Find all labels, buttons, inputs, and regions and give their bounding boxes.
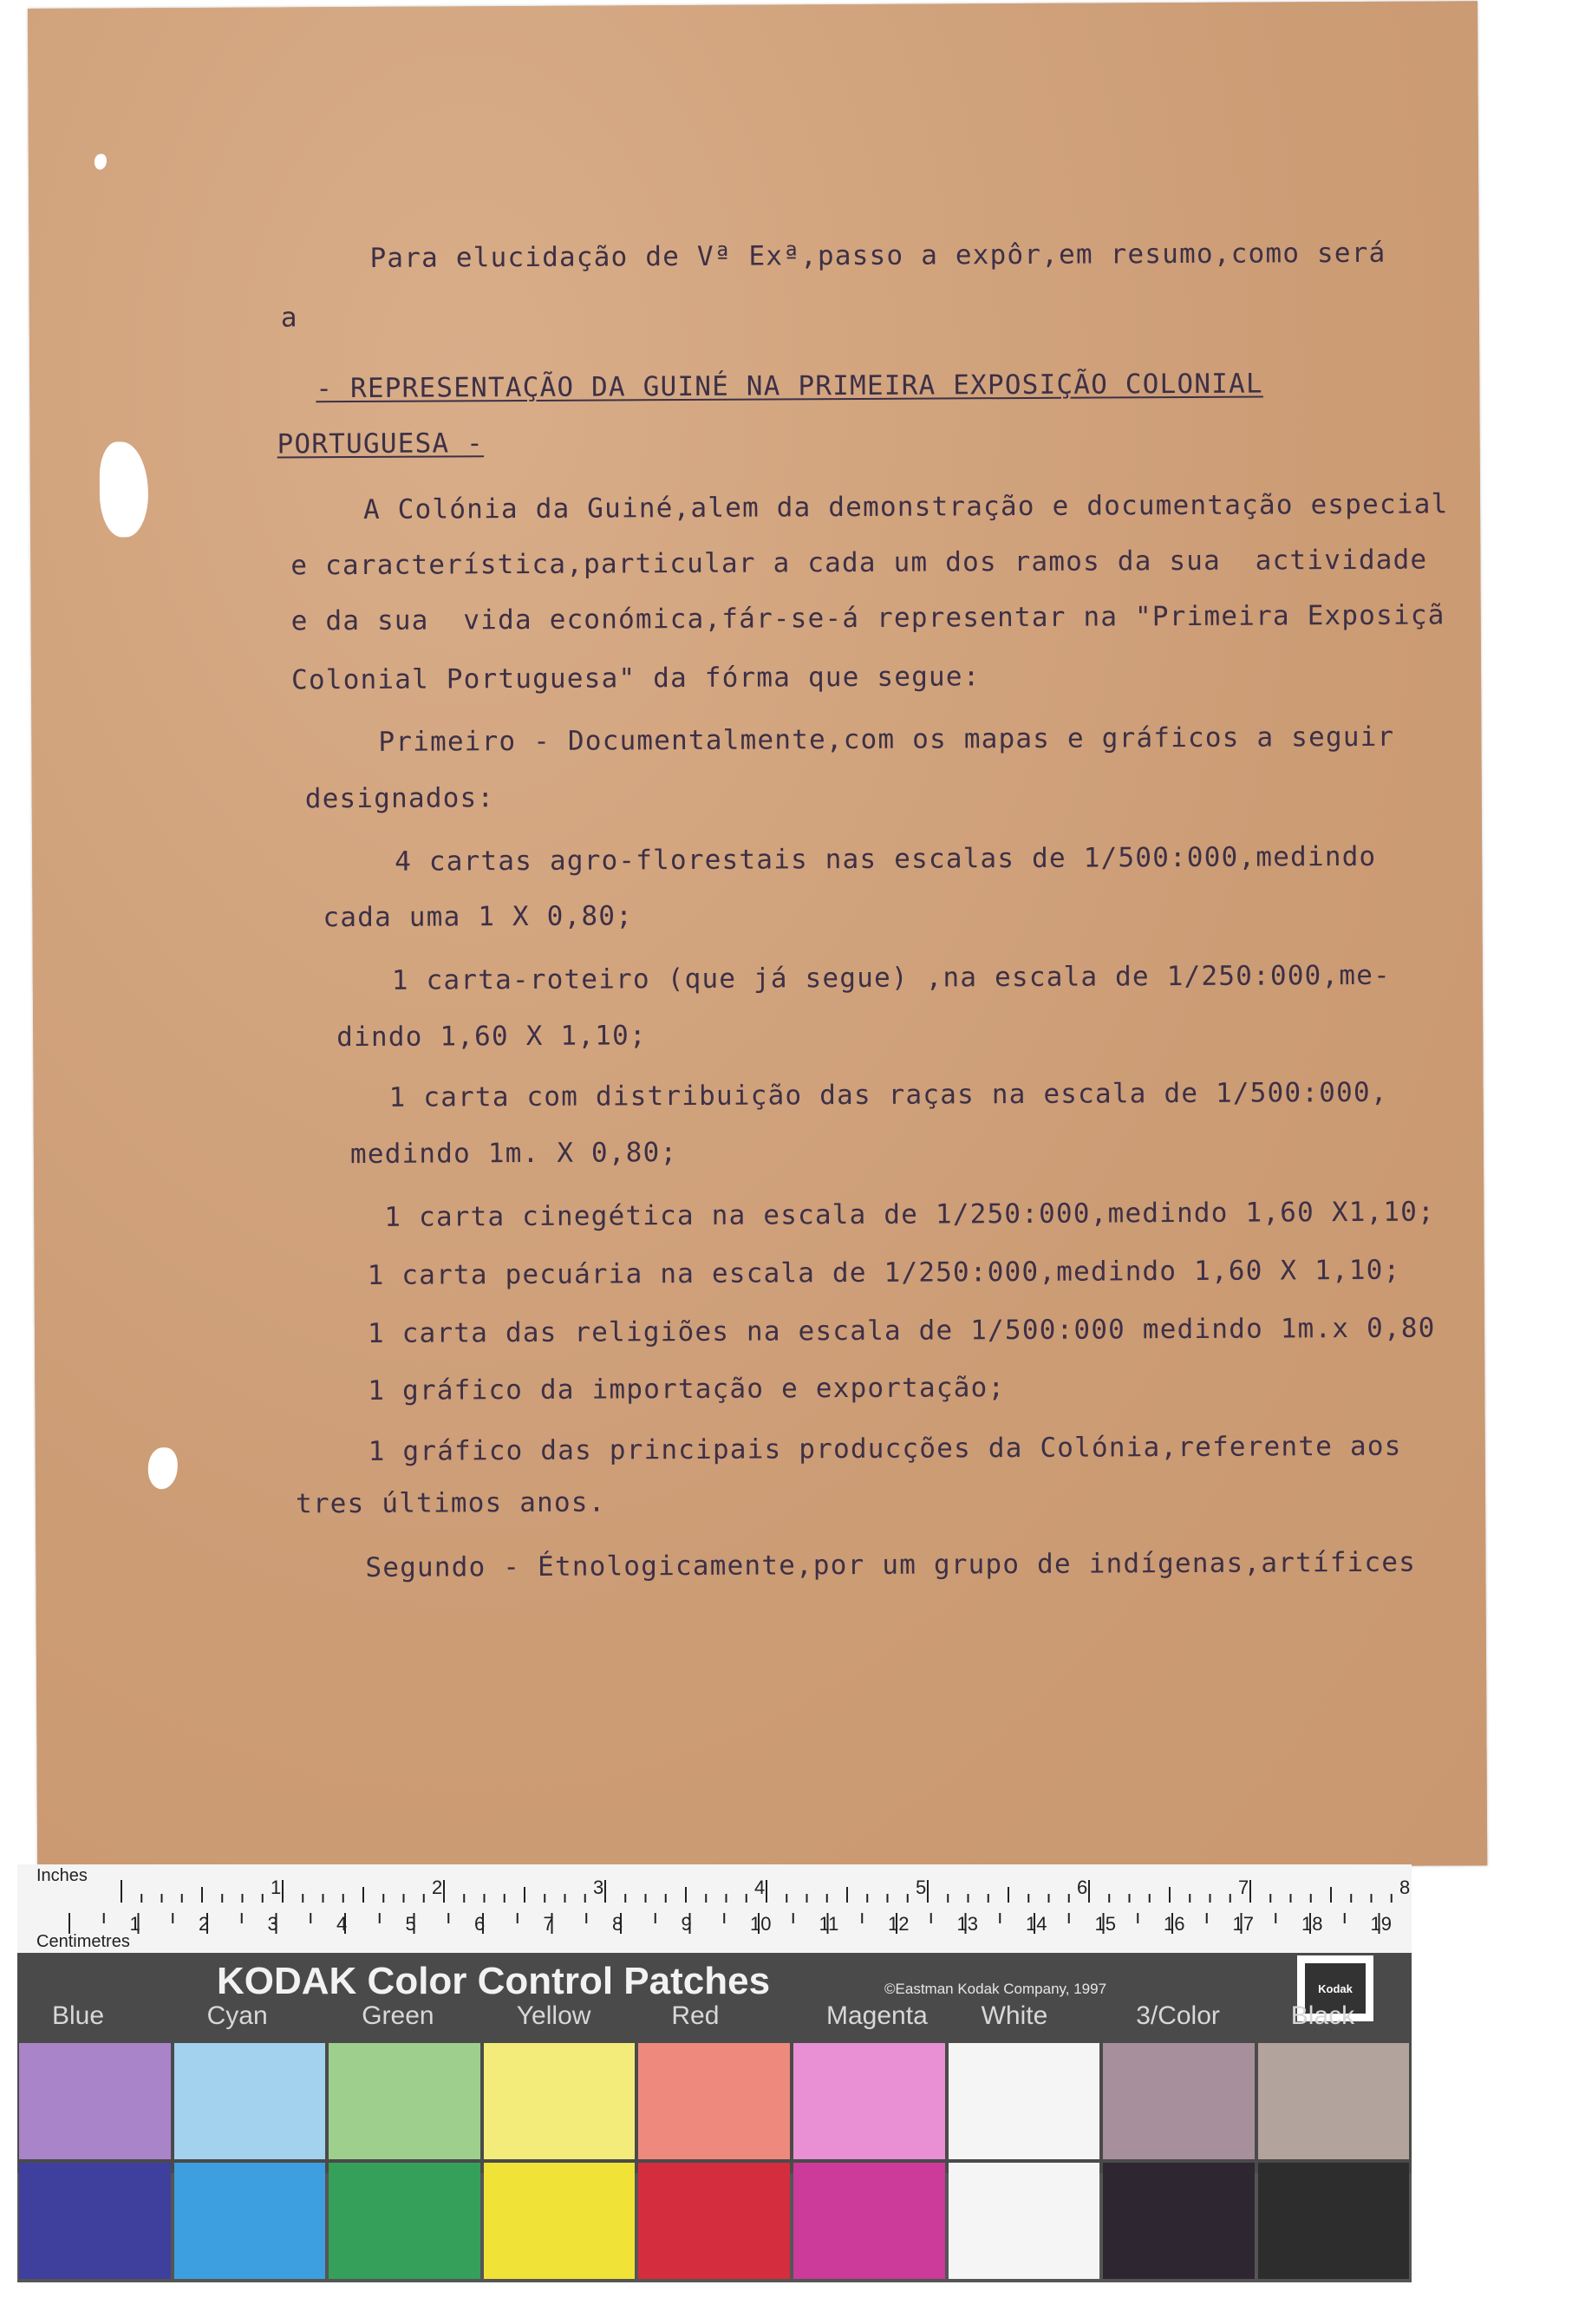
ruler-ticks	[17, 1864, 1412, 1953]
cm-number: 17	[1232, 1913, 1254, 1935]
text-line-6: e característica,particular a cada um dos ramos da sua actividade	[290, 544, 1428, 582]
list-item-1: 4 cartas agro-florestais nas escalas de 1/500:000,medindo	[395, 840, 1377, 878]
cm-number: 19	[1370, 1913, 1392, 1935]
patch-label: 3/Color	[1136, 2001, 1220, 2030]
color-patch-bottom	[484, 2163, 636, 2279]
paper-tear-2	[148, 1447, 178, 1489]
inch-number: 6	[1077, 1877, 1088, 1898]
ruler	[17, 1864, 1412, 1955]
color-patch-bottom	[1103, 2163, 1255, 2279]
patch-label: Black	[1290, 2001, 1355, 2030]
inch-number: 2	[432, 1877, 443, 1898]
list-item-7: 1 gráfico da importação e exportação;	[368, 1372, 1006, 1407]
text-line-2: a	[280, 302, 298, 334]
color-patch-top	[793, 2043, 945, 2159]
list-item-2-cont: dindo 1,60 X 1,10;	[336, 1020, 647, 1054]
list-item-5: 1 carta pecuária na escala de 1/250:000,medindo 1,60 X 1,10;	[367, 1254, 1401, 1291]
document-page	[28, 1, 1487, 1873]
patch-label: Yellow	[516, 2001, 591, 2030]
text-line-9: Primeiro - Documentalmente,com os mapas e gráficos a seguir	[378, 721, 1395, 758]
cm-number: 2	[199, 1913, 210, 1935]
patch-label: Blue	[52, 2001, 105, 2030]
inch-number: 8	[1399, 1877, 1411, 1898]
list-item-4: 1 carta cinegética na escala de 1/250:000,medindo 1,60 X1,10;	[384, 1196, 1436, 1233]
section-heading-cont: PORTUGUESA -	[277, 428, 485, 460]
cm-number: 16	[1164, 1913, 1185, 1935]
cm-number: 13	[956, 1913, 978, 1935]
cm-number: 4	[336, 1913, 348, 1935]
paper-tear-1	[100, 441, 149, 537]
cm-number: 7	[543, 1913, 554, 1935]
cm-number: 11	[819, 1913, 839, 1935]
color-patch-top	[638, 2043, 790, 2159]
cm-number: 3	[267, 1913, 278, 1935]
color-patch-top	[329, 2043, 480, 2159]
inch-number: 7	[1238, 1877, 1249, 1898]
color-patch-top	[484, 2043, 636, 2159]
cm-number: 12	[888, 1913, 910, 1935]
ruler-cm-label: Centimetres	[36, 1932, 130, 1951]
color-patch-bottom	[949, 2163, 1100, 2279]
text-line-7: e da sua vida económica,fár-se-á representar na "Primeira Exposiçã	[290, 599, 1445, 637]
cm-number: 15	[1094, 1913, 1116, 1935]
patch-label: Cyan	[206, 2001, 268, 2030]
patch-label: White	[981, 2001, 1048, 2030]
list-item-3: 1 carta com distribuição das raças na escala de 1/500:000,	[388, 1076, 1388, 1113]
patch-label: Green	[362, 2001, 434, 2030]
color-patch-top	[1258, 2043, 1410, 2159]
kodak-copyright: ©Eastman Kodak Company, 1997	[884, 1981, 1107, 1997]
paper-tear-3	[95, 154, 107, 170]
color-patch-bottom	[174, 2163, 326, 2279]
cm-number: 9	[681, 1913, 692, 1935]
kodak-brand-title: KODAK Color Control Patches	[217, 1960, 771, 2002]
cm-number: 14	[1026, 1913, 1047, 1935]
text-line-1: Para elucidação de Vª Exª,passo a expôr,em resumo,como será	[369, 237, 1386, 274]
text-line-10: designados:	[304, 782, 495, 815]
color-patch-bottom	[638, 2163, 790, 2279]
list-item-8-cont: tres últimos anos.	[295, 1486, 606, 1520]
color-patch-top	[19, 2043, 171, 2159]
list-item-6: 1 carta das religiões na escala de 1/500:000 medindo 1m.x 0,80	[367, 1312, 1436, 1349]
text-line-last: Segundo - Étnologicamente,por um grupo de indígenas,artífices	[365, 1546, 1417, 1583]
cm-number: 10	[750, 1913, 772, 1935]
patch-label: Magenta	[826, 2001, 928, 2030]
list-item-8: 1 gráfico das principais producções da Colónia,referente aos	[368, 1430, 1402, 1467]
color-patch-bottom	[793, 2163, 945, 2279]
inch-number: 3	[593, 1877, 604, 1898]
color-patch-top	[949, 2043, 1100, 2159]
color-patch-bottom	[329, 2163, 480, 2279]
list-item-3-cont: medindo 1m. X 0,80;	[349, 1137, 678, 1171]
kodak-logo-text: Kodak	[1305, 1963, 1366, 2014]
cm-number: 8	[612, 1913, 623, 1935]
cm-number: 1	[129, 1913, 140, 1935]
inch-number: 4	[754, 1877, 766, 1898]
section-heading: - REPRESENTAÇÃO DA GUINÉ NA PRIMEIRA EXPOSIÇÃO COLONIAL	[316, 368, 1263, 405]
color-patch-top	[174, 2043, 326, 2159]
cm-number: 18	[1301, 1913, 1323, 1935]
inch-number: 1	[271, 1877, 282, 1898]
kodak-color-target	[17, 1864, 1412, 2282]
color-patch-bottom	[19, 2163, 171, 2279]
list-item-1-cont: cada uma 1 X 0,80;	[323, 900, 634, 934]
list-item-2: 1 carta-roteiro (que já segue) ,na escala de 1/250:000,me-	[391, 959, 1392, 996]
cm-number: 5	[405, 1913, 416, 1935]
cm-number: 6	[474, 1913, 486, 1935]
patch-label: Red	[671, 2001, 720, 2030]
ruler-inches-label: Inches	[36, 1866, 88, 1885]
text-line-8: Colonial Portuguesa" da fórma que segue:	[290, 661, 981, 696]
inch-number: 5	[916, 1877, 927, 1898]
color-patch-top	[1103, 2043, 1255, 2159]
color-patch-bottom	[1258, 2163, 1410, 2279]
text-line-5: A Colónia da Guiné,alem da demonstração e documentação especial	[362, 488, 1449, 526]
